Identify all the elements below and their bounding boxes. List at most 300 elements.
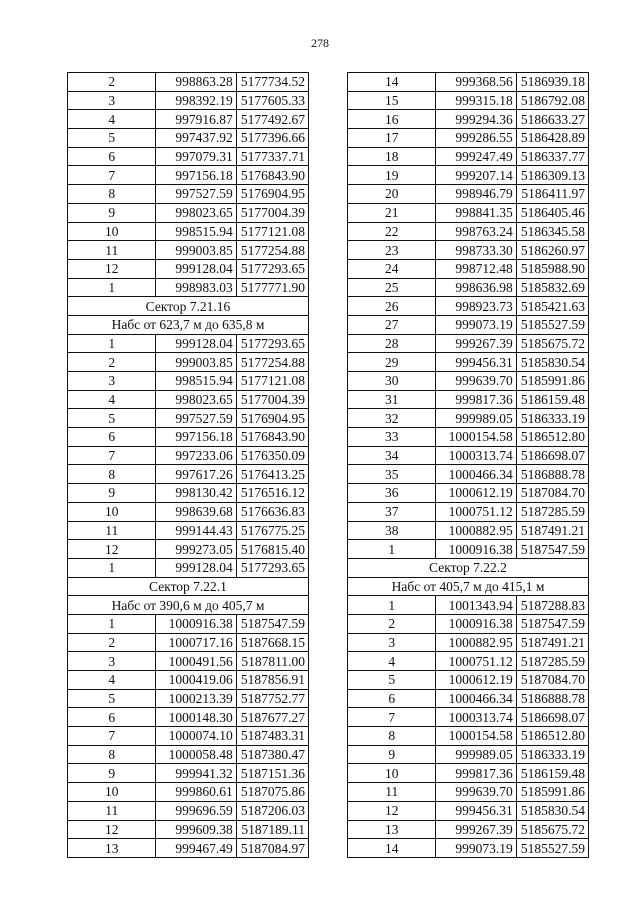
y-coordinate: 5187151.36 [236, 764, 308, 783]
x-coordinate: 999315.18 [436, 91, 516, 110]
table-row [68, 446, 309, 465]
table-row [68, 558, 309, 577]
x-coordinate: 998023.65 [156, 390, 236, 409]
y-coordinate: 5186939.18 [516, 73, 588, 92]
point-number: 21 [348, 203, 436, 222]
table-row [348, 521, 589, 540]
point-number: 4 [68, 671, 156, 690]
table-row [348, 315, 589, 334]
y-coordinate: 5186345.58 [516, 222, 588, 241]
x-coordinate: 1000074.10 [156, 727, 236, 746]
x-coordinate: 1000751.12 [436, 502, 516, 521]
table-row [68, 390, 309, 409]
x-coordinate: 1000916.38 [436, 614, 516, 633]
point-number: 8 [68, 465, 156, 484]
y-coordinate: 5186405.46 [516, 203, 588, 222]
y-coordinate: 5185991.86 [516, 372, 588, 391]
x-coordinate: 998763.24 [436, 222, 516, 241]
x-coordinate: 1000612.19 [436, 671, 516, 690]
x-coordinate: 999267.39 [436, 334, 516, 353]
x-coordinate: 997527.59 [156, 185, 236, 204]
table-row [68, 110, 309, 129]
point-number: 8 [68, 185, 156, 204]
y-coordinate: 5187668.15 [236, 633, 308, 652]
point-number: 9 [68, 484, 156, 503]
table-row [348, 428, 589, 447]
table-row [68, 671, 309, 690]
x-coordinate: 1000419.06 [156, 671, 236, 690]
table-row [348, 259, 589, 278]
point-number: 3 [68, 91, 156, 110]
table-row [348, 671, 589, 690]
table-row [68, 91, 309, 110]
table-row [68, 540, 309, 559]
x-coordinate: 997156.18 [156, 166, 236, 185]
point-number: 2 [68, 633, 156, 652]
x-coordinate: 1000466.34 [436, 465, 516, 484]
y-coordinate: 5186159.48 [516, 764, 588, 783]
x-coordinate: 1000882.95 [436, 633, 516, 652]
x-coordinate: 999207.14 [436, 166, 516, 185]
point-number: 1 [68, 614, 156, 633]
point-number: 16 [348, 110, 436, 129]
point-number: 28 [348, 334, 436, 353]
point-number: 7 [348, 708, 436, 727]
point-number: 10 [68, 783, 156, 802]
y-coordinate: 5187856.91 [236, 671, 308, 690]
x-coordinate: 1000213.39 [156, 689, 236, 708]
point-number: 15 [348, 91, 436, 110]
table-row [348, 203, 589, 222]
x-coordinate: 997156.18 [156, 428, 236, 447]
y-coordinate: 5185830.54 [516, 353, 588, 372]
point-number: 10 [348, 764, 436, 783]
x-coordinate: 1000313.74 [436, 708, 516, 727]
page-number: 278 [311, 36, 329, 50]
section-title: Сектор 7.22.1 [68, 577, 309, 596]
x-coordinate: 999817.36 [436, 390, 516, 409]
x-coordinate: 1000154.58 [436, 428, 516, 447]
point-number: 12 [68, 540, 156, 559]
y-coordinate: 5187285.59 [516, 502, 588, 521]
x-coordinate: 998515.94 [156, 222, 236, 241]
y-coordinate: 5187547.59 [516, 614, 588, 633]
y-coordinate: 5177293.65 [236, 334, 308, 353]
table-row [348, 446, 589, 465]
point-number: 30 [348, 372, 436, 391]
y-coordinate: 5187491.21 [516, 633, 588, 652]
table-row [348, 390, 589, 409]
table-row [348, 839, 589, 858]
x-coordinate: 999860.61 [156, 783, 236, 802]
table-row [68, 652, 309, 671]
table-row [68, 428, 309, 447]
x-coordinate: 1000491.56 [156, 652, 236, 671]
table-row [68, 222, 309, 241]
point-number: 2 [348, 614, 436, 633]
y-coordinate: 5186411.97 [516, 185, 588, 204]
y-coordinate: 5185527.59 [516, 839, 588, 858]
table-row [68, 203, 309, 222]
y-coordinate: 5177004.39 [236, 390, 308, 409]
table-row [348, 596, 589, 615]
point-number: 9 [68, 764, 156, 783]
table-row [68, 689, 309, 708]
x-coordinate: 999989.05 [436, 745, 516, 764]
point-number: 5 [348, 671, 436, 690]
y-coordinate: 5176775.25 [236, 521, 308, 540]
point-number: 7 [68, 446, 156, 465]
point-number: 10 [68, 222, 156, 241]
table-row [348, 73, 589, 92]
section-title: Набс от 623,7 м до 635,8 м [68, 315, 309, 334]
table-row [68, 783, 309, 802]
section-title-row [68, 577, 309, 596]
table-row [348, 484, 589, 503]
x-coordinate: 999273.05 [156, 540, 236, 559]
x-coordinate: 1000154.58 [436, 727, 516, 746]
table-row [348, 334, 589, 353]
table-row [348, 241, 589, 260]
section-title-row [68, 315, 309, 334]
point-number: 1 [68, 334, 156, 353]
y-coordinate: 5176843.90 [236, 166, 308, 185]
x-coordinate: 999989.05 [436, 409, 516, 428]
point-number: 11 [68, 521, 156, 540]
y-coordinate: 5185675.72 [516, 334, 588, 353]
x-coordinate: 999817.36 [436, 764, 516, 783]
y-coordinate: 5185675.72 [516, 820, 588, 839]
y-coordinate: 5187288.83 [516, 596, 588, 615]
x-coordinate: 999128.04 [156, 334, 236, 353]
table-row [68, 614, 309, 633]
point-number: 10 [68, 502, 156, 521]
table-row [348, 129, 589, 148]
x-coordinate: 997916.87 [156, 110, 236, 129]
x-coordinate: 999073.19 [436, 315, 516, 334]
y-coordinate: 5177293.65 [236, 558, 308, 577]
table-row [348, 745, 589, 764]
table-row [348, 783, 589, 802]
y-coordinate: 5187075.86 [236, 783, 308, 802]
y-coordinate: 5177254.88 [236, 353, 308, 372]
x-coordinate: 998639.68 [156, 502, 236, 521]
table-row [348, 652, 589, 671]
point-number: 8 [348, 727, 436, 746]
point-number: 26 [348, 297, 436, 316]
y-coordinate: 5187811.00 [236, 652, 308, 671]
x-coordinate: 998712.48 [436, 259, 516, 278]
y-coordinate: 5186337.77 [516, 147, 588, 166]
y-coordinate: 5187491.21 [516, 521, 588, 540]
point-number: 36 [348, 484, 436, 503]
point-number: 18 [348, 147, 436, 166]
x-coordinate: 997617.26 [156, 465, 236, 484]
table-row [68, 334, 309, 353]
point-number: 5 [68, 129, 156, 148]
point-number: 2 [68, 73, 156, 92]
point-number: 19 [348, 166, 436, 185]
y-coordinate: 5185991.86 [516, 783, 588, 802]
x-coordinate: 999294.36 [436, 110, 516, 129]
x-coordinate: 999286.55 [436, 129, 516, 148]
table-row [348, 614, 589, 633]
point-number: 37 [348, 502, 436, 521]
y-coordinate: 5187084.70 [516, 671, 588, 690]
point-number: 5 [68, 689, 156, 708]
section-title-row [348, 558, 589, 577]
x-coordinate: 1000882.95 [436, 521, 516, 540]
y-coordinate: 5186309.13 [516, 166, 588, 185]
y-coordinate: 5186333.19 [516, 745, 588, 764]
table-row [68, 166, 309, 185]
x-coordinate: 1000148.30 [156, 708, 236, 727]
y-coordinate: 5186792.08 [516, 91, 588, 110]
table-row [348, 222, 589, 241]
table-row [68, 73, 309, 92]
point-number: 9 [68, 203, 156, 222]
x-coordinate: 1000751.12 [436, 652, 516, 671]
point-number: 31 [348, 390, 436, 409]
x-coordinate: 1000058.48 [156, 745, 236, 764]
x-coordinate: 1000916.38 [156, 614, 236, 633]
x-coordinate: 999003.85 [156, 241, 236, 260]
point-number: 2 [68, 353, 156, 372]
table-row [68, 147, 309, 166]
x-coordinate: 999247.49 [436, 147, 516, 166]
x-coordinate: 999144.43 [156, 521, 236, 540]
section-title-row [68, 596, 309, 615]
y-coordinate: 5177396.66 [236, 129, 308, 148]
y-coordinate: 5176904.95 [236, 409, 308, 428]
y-coordinate: 5186428.89 [516, 129, 588, 148]
point-number: 4 [68, 110, 156, 129]
x-coordinate: 997527.59 [156, 409, 236, 428]
y-coordinate: 5187285.59 [516, 652, 588, 671]
x-coordinate: 998515.94 [156, 372, 236, 391]
table-row [348, 540, 589, 559]
section-title: Набс от 390,6 м до 405,7 м [68, 596, 309, 615]
point-number: 7 [68, 727, 156, 746]
table-row [68, 820, 309, 839]
table-row [68, 353, 309, 372]
point-number: 24 [348, 259, 436, 278]
x-coordinate: 998923.73 [436, 297, 516, 316]
table-row [348, 147, 589, 166]
y-coordinate: 5187547.59 [516, 540, 588, 559]
x-coordinate: 1000717.16 [156, 633, 236, 652]
point-number: 4 [348, 652, 436, 671]
point-number: 3 [68, 652, 156, 671]
point-number: 6 [348, 689, 436, 708]
y-coordinate: 5185988.90 [516, 259, 588, 278]
y-coordinate: 5187380.47 [236, 745, 308, 764]
x-coordinate: 997437.92 [156, 129, 236, 148]
y-coordinate: 5177121.08 [236, 372, 308, 391]
table-row [68, 633, 309, 652]
y-coordinate: 5186159.48 [516, 390, 588, 409]
table-row [348, 689, 589, 708]
y-coordinate: 5186512.80 [516, 727, 588, 746]
section-title: Набс от 405,7 м до 415,1 м [348, 577, 589, 596]
table-row [68, 745, 309, 764]
y-coordinate: 5176350.09 [236, 446, 308, 465]
table-row [348, 278, 589, 297]
x-coordinate: 999456.31 [436, 353, 516, 372]
y-coordinate: 5176843.90 [236, 428, 308, 447]
x-coordinate: 999456.31 [436, 801, 516, 820]
table-row [68, 278, 309, 297]
table-row [68, 465, 309, 484]
y-coordinate: 5176516.12 [236, 484, 308, 503]
point-number: 22 [348, 222, 436, 241]
point-number: 5 [68, 409, 156, 428]
table-row [68, 502, 309, 521]
table-row [348, 820, 589, 839]
y-coordinate: 5187547.59 [236, 614, 308, 633]
point-number: 34 [348, 446, 436, 465]
point-number: 29 [348, 353, 436, 372]
table-row [68, 129, 309, 148]
table-row [348, 727, 589, 746]
table-row [68, 801, 309, 820]
point-number: 12 [348, 801, 436, 820]
section-title-row [348, 577, 589, 596]
x-coordinate: 998841.35 [436, 203, 516, 222]
y-coordinate: 5185527.59 [516, 315, 588, 334]
x-coordinate: 997079.31 [156, 147, 236, 166]
x-coordinate: 999639.70 [436, 372, 516, 391]
y-coordinate: 5185830.54 [516, 801, 588, 820]
table-row [348, 166, 589, 185]
y-coordinate: 5187677.27 [236, 708, 308, 727]
point-number: 7 [68, 166, 156, 185]
table-row [68, 241, 309, 260]
x-coordinate: 999639.70 [436, 783, 516, 802]
x-coordinate: 998733.30 [436, 241, 516, 260]
point-number: 4 [68, 390, 156, 409]
table-row [348, 409, 589, 428]
table-row [68, 764, 309, 783]
y-coordinate: 5177121.08 [236, 222, 308, 241]
point-number: 11 [68, 801, 156, 820]
x-coordinate: 1000612.19 [436, 484, 516, 503]
y-coordinate: 5187483.31 [236, 727, 308, 746]
y-coordinate: 5186698.07 [516, 708, 588, 727]
point-number: 12 [68, 820, 156, 839]
point-number: 6 [68, 708, 156, 727]
table-row [68, 708, 309, 727]
point-number: 1 [348, 596, 436, 615]
point-number: 1 [348, 540, 436, 559]
y-coordinate: 5187189.11 [236, 820, 308, 839]
table-row [348, 372, 589, 391]
y-coordinate: 5185421.63 [516, 297, 588, 316]
coordinates-table-left [67, 72, 309, 858]
x-coordinate: 999267.39 [436, 820, 516, 839]
x-coordinate: 1001343.94 [436, 596, 516, 615]
y-coordinate: 5176636.83 [236, 502, 308, 521]
section-title: Сектор 7.21.16 [68, 297, 309, 316]
y-coordinate: 5186633.27 [516, 110, 588, 129]
x-coordinate: 999003.85 [156, 353, 236, 372]
table-row [348, 353, 589, 372]
y-coordinate: 5187084.70 [516, 484, 588, 503]
table-row [348, 801, 589, 820]
section-title-row [68, 297, 309, 316]
x-coordinate: 998392.19 [156, 91, 236, 110]
y-coordinate: 5177492.67 [236, 110, 308, 129]
y-coordinate: 5177254.88 [236, 241, 308, 260]
point-number: 8 [68, 745, 156, 764]
table-row [68, 521, 309, 540]
x-coordinate: 999467.49 [156, 839, 236, 858]
x-coordinate: 998983.03 [156, 278, 236, 297]
x-coordinate: 998946.79 [436, 185, 516, 204]
table-row [348, 764, 589, 783]
point-number: 13 [348, 820, 436, 839]
table-row [348, 633, 589, 652]
point-number: 11 [68, 241, 156, 260]
point-number: 3 [348, 633, 436, 652]
y-coordinate: 5187084.97 [236, 839, 308, 858]
x-coordinate: 1000313.74 [436, 446, 516, 465]
table-row [68, 727, 309, 746]
x-coordinate: 1000466.34 [436, 689, 516, 708]
point-number: 6 [68, 428, 156, 447]
y-coordinate: 5177771.90 [236, 278, 308, 297]
point-number: 33 [348, 428, 436, 447]
table-row [348, 708, 589, 727]
table-row [68, 839, 309, 858]
y-coordinate: 5186512.80 [516, 428, 588, 447]
table-row [348, 91, 589, 110]
x-coordinate: 999368.56 [436, 73, 516, 92]
y-coordinate: 5177605.33 [236, 91, 308, 110]
point-number: 11 [348, 783, 436, 802]
x-coordinate: 999128.04 [156, 558, 236, 577]
table-row [348, 110, 589, 129]
x-coordinate: 1000916.38 [436, 540, 516, 559]
table-row [348, 502, 589, 521]
x-coordinate: 997233.06 [156, 446, 236, 465]
y-coordinate: 5186888.78 [516, 689, 588, 708]
point-number: 14 [348, 73, 436, 92]
point-number: 1 [68, 278, 156, 297]
x-coordinate: 998130.42 [156, 484, 236, 503]
y-coordinate: 5186333.19 [516, 409, 588, 428]
point-number: 3 [68, 372, 156, 391]
point-number: 9 [348, 745, 436, 764]
point-number: 38 [348, 521, 436, 540]
point-number: 6 [68, 147, 156, 166]
y-coordinate: 5176413.25 [236, 465, 308, 484]
y-coordinate: 5177337.71 [236, 147, 308, 166]
y-coordinate: 5177293.65 [236, 259, 308, 278]
x-coordinate: 998023.65 [156, 203, 236, 222]
x-coordinate: 999128.04 [156, 259, 236, 278]
table-row [68, 484, 309, 503]
y-coordinate: 5187206.03 [236, 801, 308, 820]
point-number: 1 [68, 558, 156, 577]
table-row [348, 185, 589, 204]
x-coordinate: 999696.59 [156, 801, 236, 820]
table-row [348, 297, 589, 316]
table-row [68, 259, 309, 278]
y-coordinate: 5177734.52 [236, 73, 308, 92]
table-row [68, 185, 309, 204]
section-title: Сектор 7.22.2 [348, 558, 589, 577]
